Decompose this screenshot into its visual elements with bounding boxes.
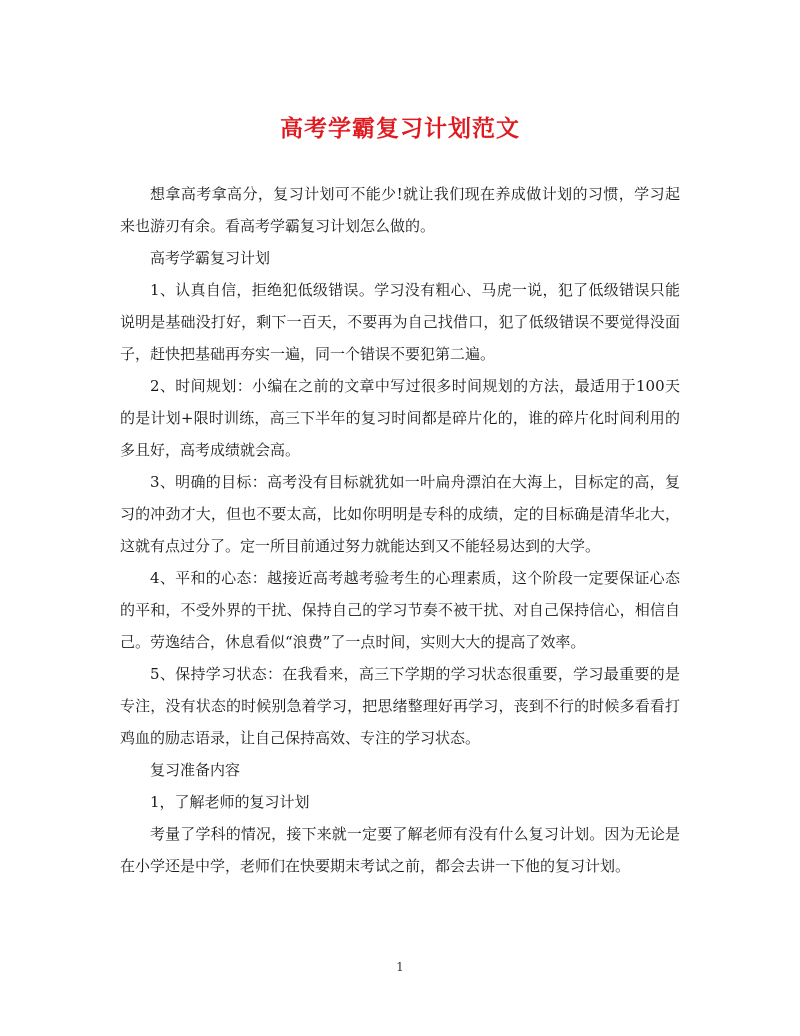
paragraph-teacher-plan: 考量了学科的情况，接下来就一定要了解老师有没有什么复习计划。因为无论是在小学还是中学，老师们在快要期末考试之前，都会去讲一下他的复习计划。 xyxy=(120,825,680,875)
paragraph-item-4: 4、平和的心态：越接近高考越考验考生的心理素质，这个阶段一定要保证心态的平和，不受外界的干扰、保持自己的学习节奏不被干扰、对自己保持信心，相信自己。劳逸结合，休息看似“浪费”了一点时间，实则大大的提高了效率。 xyxy=(120,569,680,651)
heading-review-content: 复习准备内容 xyxy=(150,761,241,779)
paragraph-item-1: 1、认真自信，拒绝犯低级错误。学习没有粗心、马虎一说，犯了低级错误只能说明是基础没打好，剩下一百天，不要再为自己找借口，犯了低级错误不要觉得没面子，赶快把基础再夯实一遍，同一个错误不要犯第二遍。 xyxy=(120,281,680,363)
subheading-teacher-plan: 1，了解老师的复习计划 xyxy=(150,793,310,811)
page-number: 1 xyxy=(396,960,404,974)
document-title: 高考学霸复习计划范文 xyxy=(280,115,520,142)
paragraph-intro: 想拿高考拿高分，复习计划可不能少!就让我们现在养成做计划的习惯，学习起来也游刃有余。看高考学霸复习计划怎么做的。 xyxy=(120,185,680,235)
heading-plan: 高考学霸复习计划 xyxy=(150,249,271,267)
paragraph-item-2: 2、时间规划：小编在之前的文章中写过很多时间规划的方法，最适用于100天的是计划+限时训练，高三下半年的复习时间都是碎片化的，谁的碎片化时间利用的多且好，高考成绩就会高。 xyxy=(120,377,680,459)
document-body xyxy=(120,178,680,882)
paragraph-item-3: 3、明确的目标：高考没有目标就犹如一叶扁舟漂泊在大海上，目标定的高，复习的冲劲才大，但也不要太高，比如你明明是专科的成绩，定的目标确是清华北大，这就有点过分了。定一所目前通过努力就能达到又不能轻易达到的大学。 xyxy=(120,473,680,555)
paragraph-item-5: 5、保持学习状态：在我看来，高三下学期的学习状态很重要，学习最重要的是专注，没有状态的时候别急着学习，把思绪整理好再学习，丧到不行的时候多看看打鸡血的励志语录，让自己保持高效、专注的学习状态。 xyxy=(120,665,680,747)
